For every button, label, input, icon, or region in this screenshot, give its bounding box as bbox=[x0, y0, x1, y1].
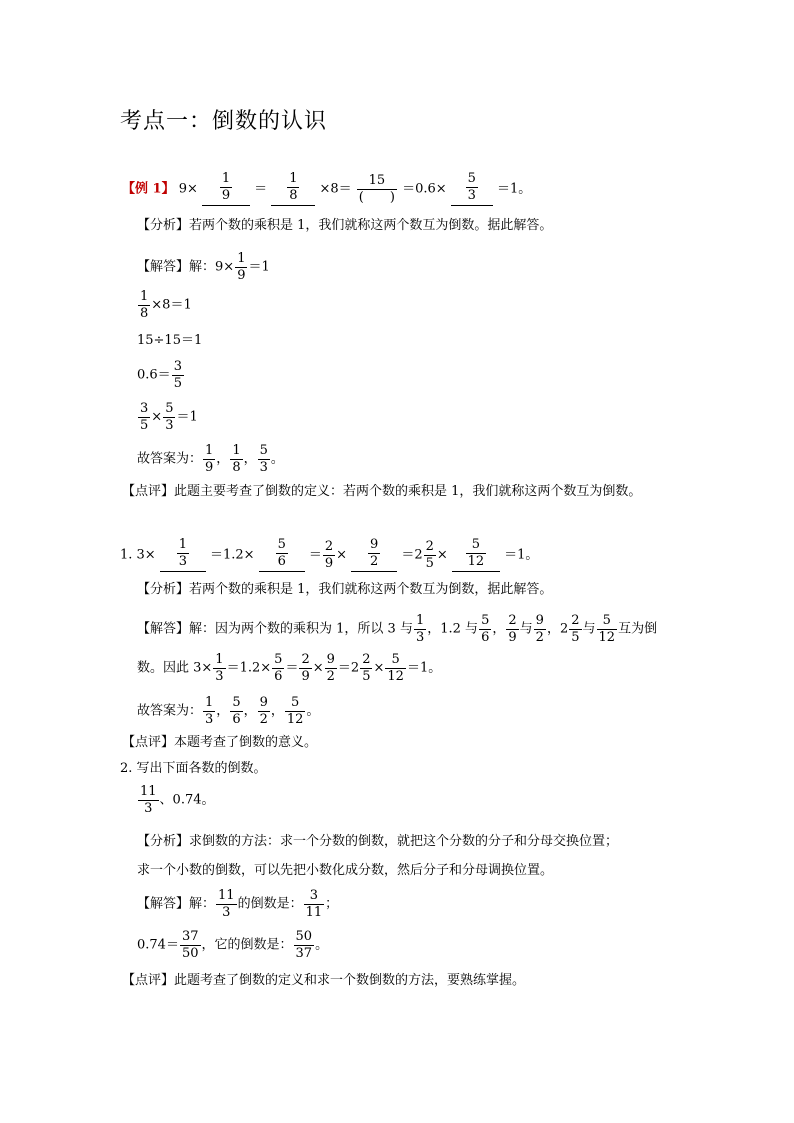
q1-comment bbox=[122, 736, 317, 749]
fraction: $\frac{2}{5}$ bbox=[362, 652, 371, 684]
solution-text: ×8＝1 bbox=[151, 297, 192, 313]
fraction: $\frac{3}{11}$ bbox=[305, 888, 323, 920]
solution-text: ＝1。 bbox=[406, 660, 442, 676]
example-question bbox=[122, 172, 531, 206]
answer-blank: $\frac{1}{9}$ bbox=[202, 172, 250, 206]
comma: ， bbox=[243, 451, 257, 467]
fraction: $\frac{5}{12}$ bbox=[598, 613, 616, 645]
solution-text: ＝1.2× bbox=[226, 660, 272, 676]
answer-blank: $\frac{5}{3}$ bbox=[451, 172, 493, 206]
equals-sign: ＝ bbox=[308, 547, 322, 563]
example-answer bbox=[137, 444, 284, 474]
q1-solution bbox=[137, 614, 657, 644]
fraction: $\frac{15}{( )}$ bbox=[358, 173, 395, 205]
answer-label: 故答案为： bbox=[137, 703, 203, 719]
fraction: $\frac{5}{12}$ bbox=[286, 695, 304, 727]
fraction: $\frac{1}{8}$ bbox=[232, 443, 241, 475]
q2-solution-line2 bbox=[137, 930, 328, 960]
comma: ， bbox=[216, 703, 230, 719]
example-tag: 【例 1】 bbox=[122, 181, 175, 197]
question-text: ＝1。 bbox=[496, 181, 532, 197]
comment-text: 此题考查了倒数的定义和求一个数倒数的方法，要熟练掌握。 bbox=[174, 973, 526, 988]
comma: ， bbox=[216, 451, 230, 467]
q1-solution-line2 bbox=[137, 653, 441, 683]
fraction: $\frac{3}{5}$ bbox=[140, 401, 149, 433]
equals-sign: ＝ bbox=[254, 181, 268, 197]
fraction: $\frac{9}{2}$ bbox=[326, 652, 335, 684]
question-text: 1. 3× bbox=[120, 547, 156, 563]
answer-label: 故答案为： bbox=[137, 451, 203, 467]
question-text: ＝0.6× bbox=[402, 181, 447, 197]
q1-answer bbox=[137, 696, 319, 726]
fraction: $\frac{5}{6}$ bbox=[232, 695, 241, 727]
fraction: $\frac{5}{12}$ bbox=[387, 652, 404, 684]
answer-blank: $\frac{1}{3}$ bbox=[160, 538, 206, 572]
example-solution bbox=[137, 252, 270, 282]
fraction: $\frac{2}{5}$ bbox=[425, 539, 434, 571]
solution-text: 解： bbox=[189, 896, 216, 912]
fraction: $\frac{9}{2}$ bbox=[535, 613, 544, 645]
analysis-tag: 【分析】 bbox=[137, 218, 190, 233]
answer-blank: $\frac{1}{8}$ bbox=[271, 172, 315, 206]
solution-text: 数。因此 3× bbox=[137, 660, 213, 676]
comment-text: 此题主要考查了倒数的定义：若两个数的乘积是 1，我们就称这两个数互为倒数。 bbox=[174, 484, 642, 499]
fraction: $\frac{1}{3}$ bbox=[415, 613, 425, 645]
question-text: ×8＝ bbox=[319, 181, 352, 197]
fraction: $\frac{9}{2}$ bbox=[259, 695, 268, 727]
solution-text: ，1.2 与 bbox=[427, 621, 479, 637]
fraction: $\frac{11}{3}$ bbox=[140, 784, 157, 816]
fraction: $\frac{1}{9}$ bbox=[205, 443, 214, 475]
q2-analysis-line2: 求一个小数的倒数，可以先把小数化成分数，然后分子和分母调换位置。 bbox=[137, 863, 554, 878]
comment-tag: 【点评】 bbox=[122, 484, 175, 499]
solution-text: ＝2 bbox=[337, 660, 360, 676]
fraction: $\frac{2}{5}$ bbox=[571, 613, 580, 645]
fraction: $\frac{5}{3}$ bbox=[165, 401, 174, 433]
solution-text: 与 bbox=[519, 621, 533, 637]
answer-blank: $\frac{9}{2}$ bbox=[351, 538, 397, 572]
q2-comment bbox=[122, 974, 525, 987]
solution-tag: 【解答】 bbox=[137, 896, 190, 912]
comment-tag: 【点评】 bbox=[122, 735, 175, 750]
solution-text: ，它的倒数是： bbox=[201, 937, 293, 953]
q1-analysis bbox=[137, 583, 552, 596]
analysis-tag: 【分析】 bbox=[137, 834, 190, 849]
solution-step bbox=[137, 290, 192, 320]
solution-text: 解：9× bbox=[189, 259, 235, 275]
period: 。 bbox=[306, 703, 320, 719]
solution-text: ，2 bbox=[546, 621, 569, 637]
solution-text: 解：因为两个数的乘积为 1，所以 3 与 bbox=[189, 621, 413, 637]
solution-step bbox=[137, 360, 185, 390]
times-sign: × bbox=[436, 547, 448, 563]
question-1 bbox=[120, 538, 538, 572]
times-sign: × bbox=[312, 660, 324, 676]
fraction: $\frac{5}{6}$ bbox=[481, 613, 490, 645]
solution-text: 0.74＝ bbox=[137, 937, 179, 953]
solution-step bbox=[137, 402, 198, 432]
q2-solution bbox=[137, 889, 338, 919]
solution-tag: 【解答】 bbox=[137, 259, 190, 275]
solution-text: ＝1 bbox=[248, 259, 270, 275]
fraction: $\frac{37}{50}$ bbox=[181, 929, 199, 961]
fraction: $\frac{1}{3}$ bbox=[205, 695, 214, 727]
fraction: $\frac{50}{37}$ bbox=[295, 929, 313, 961]
solution-text: 互为倒 bbox=[618, 621, 658, 637]
analysis-text: 若两个数的乘积是 1，我们就称这两个数互为倒数，据此解答。 bbox=[189, 582, 553, 597]
times-sign: × bbox=[373, 660, 385, 676]
answer-blank: $\frac{5}{6}$ bbox=[259, 538, 305, 572]
period: 。 bbox=[270, 451, 284, 467]
question-text: ＝2 bbox=[401, 547, 423, 563]
solution-text: 0.6＝ bbox=[137, 367, 171, 383]
analysis-text: 若两个数的乘积是 1，我们就称这两个数互为倒数。据此解答。 bbox=[189, 218, 553, 233]
fraction: $\frac{1}{3}$ bbox=[215, 652, 224, 684]
solution-text: 的倒数是： bbox=[237, 896, 303, 912]
page-title: 考点一：倒数的认识 bbox=[120, 109, 328, 134]
comment-text: 本题考查了倒数的意义。 bbox=[174, 735, 318, 750]
solution-text: ＝1 bbox=[176, 409, 198, 425]
question-2: 2. 写出下面各数的倒数。 bbox=[120, 761, 267, 776]
solution-text: ＝ bbox=[285, 660, 299, 676]
question-text: 9× bbox=[178, 181, 198, 197]
comma: ， bbox=[270, 703, 284, 719]
q2-list bbox=[137, 785, 215, 815]
question-text: 、0.74。 bbox=[159, 792, 215, 808]
fraction: $\frac{5}{3}$ bbox=[259, 443, 268, 475]
fraction: $\frac{2}{9}$ bbox=[324, 539, 334, 571]
analysis-tag: 【分析】 bbox=[137, 582, 190, 597]
question-text: ＝1。 bbox=[504, 547, 539, 563]
fraction: $\frac{3}{5}$ bbox=[173, 359, 182, 391]
solution-text: ； bbox=[325, 896, 339, 912]
example-comment bbox=[122, 485, 641, 498]
answer-blank: $\frac{5}{12}$ bbox=[452, 538, 500, 572]
fraction: $\frac{2}{9}$ bbox=[508, 613, 517, 645]
question-text: ＝1.2× bbox=[209, 547, 255, 563]
comma: ， bbox=[243, 703, 257, 719]
fraction: $\frac{1}{8}$ bbox=[140, 289, 149, 321]
period: 。 bbox=[315, 937, 329, 953]
comment-tag: 【点评】 bbox=[122, 973, 175, 988]
solution-text: ， bbox=[492, 621, 506, 637]
analysis-text: 求倒数的方法：求一个分数的倒数，就把这个分数的分子和分母交换位置； bbox=[189, 834, 619, 849]
example-analysis bbox=[137, 219, 552, 232]
solution-tag: 【解答】 bbox=[137, 621, 190, 637]
solution-step: 15÷15＝1 bbox=[137, 333, 203, 348]
fraction: $\frac{2}{9}$ bbox=[301, 652, 310, 684]
solution-text: 与 bbox=[582, 621, 596, 637]
fraction: $\frac{11}{3}$ bbox=[218, 888, 235, 920]
times-sign: × bbox=[151, 409, 163, 425]
q2-analysis bbox=[137, 835, 618, 848]
fraction: $\frac{5}{6}$ bbox=[274, 652, 283, 684]
times-sign: × bbox=[336, 547, 348, 563]
fraction: $\frac{1}{9}$ bbox=[237, 251, 246, 283]
